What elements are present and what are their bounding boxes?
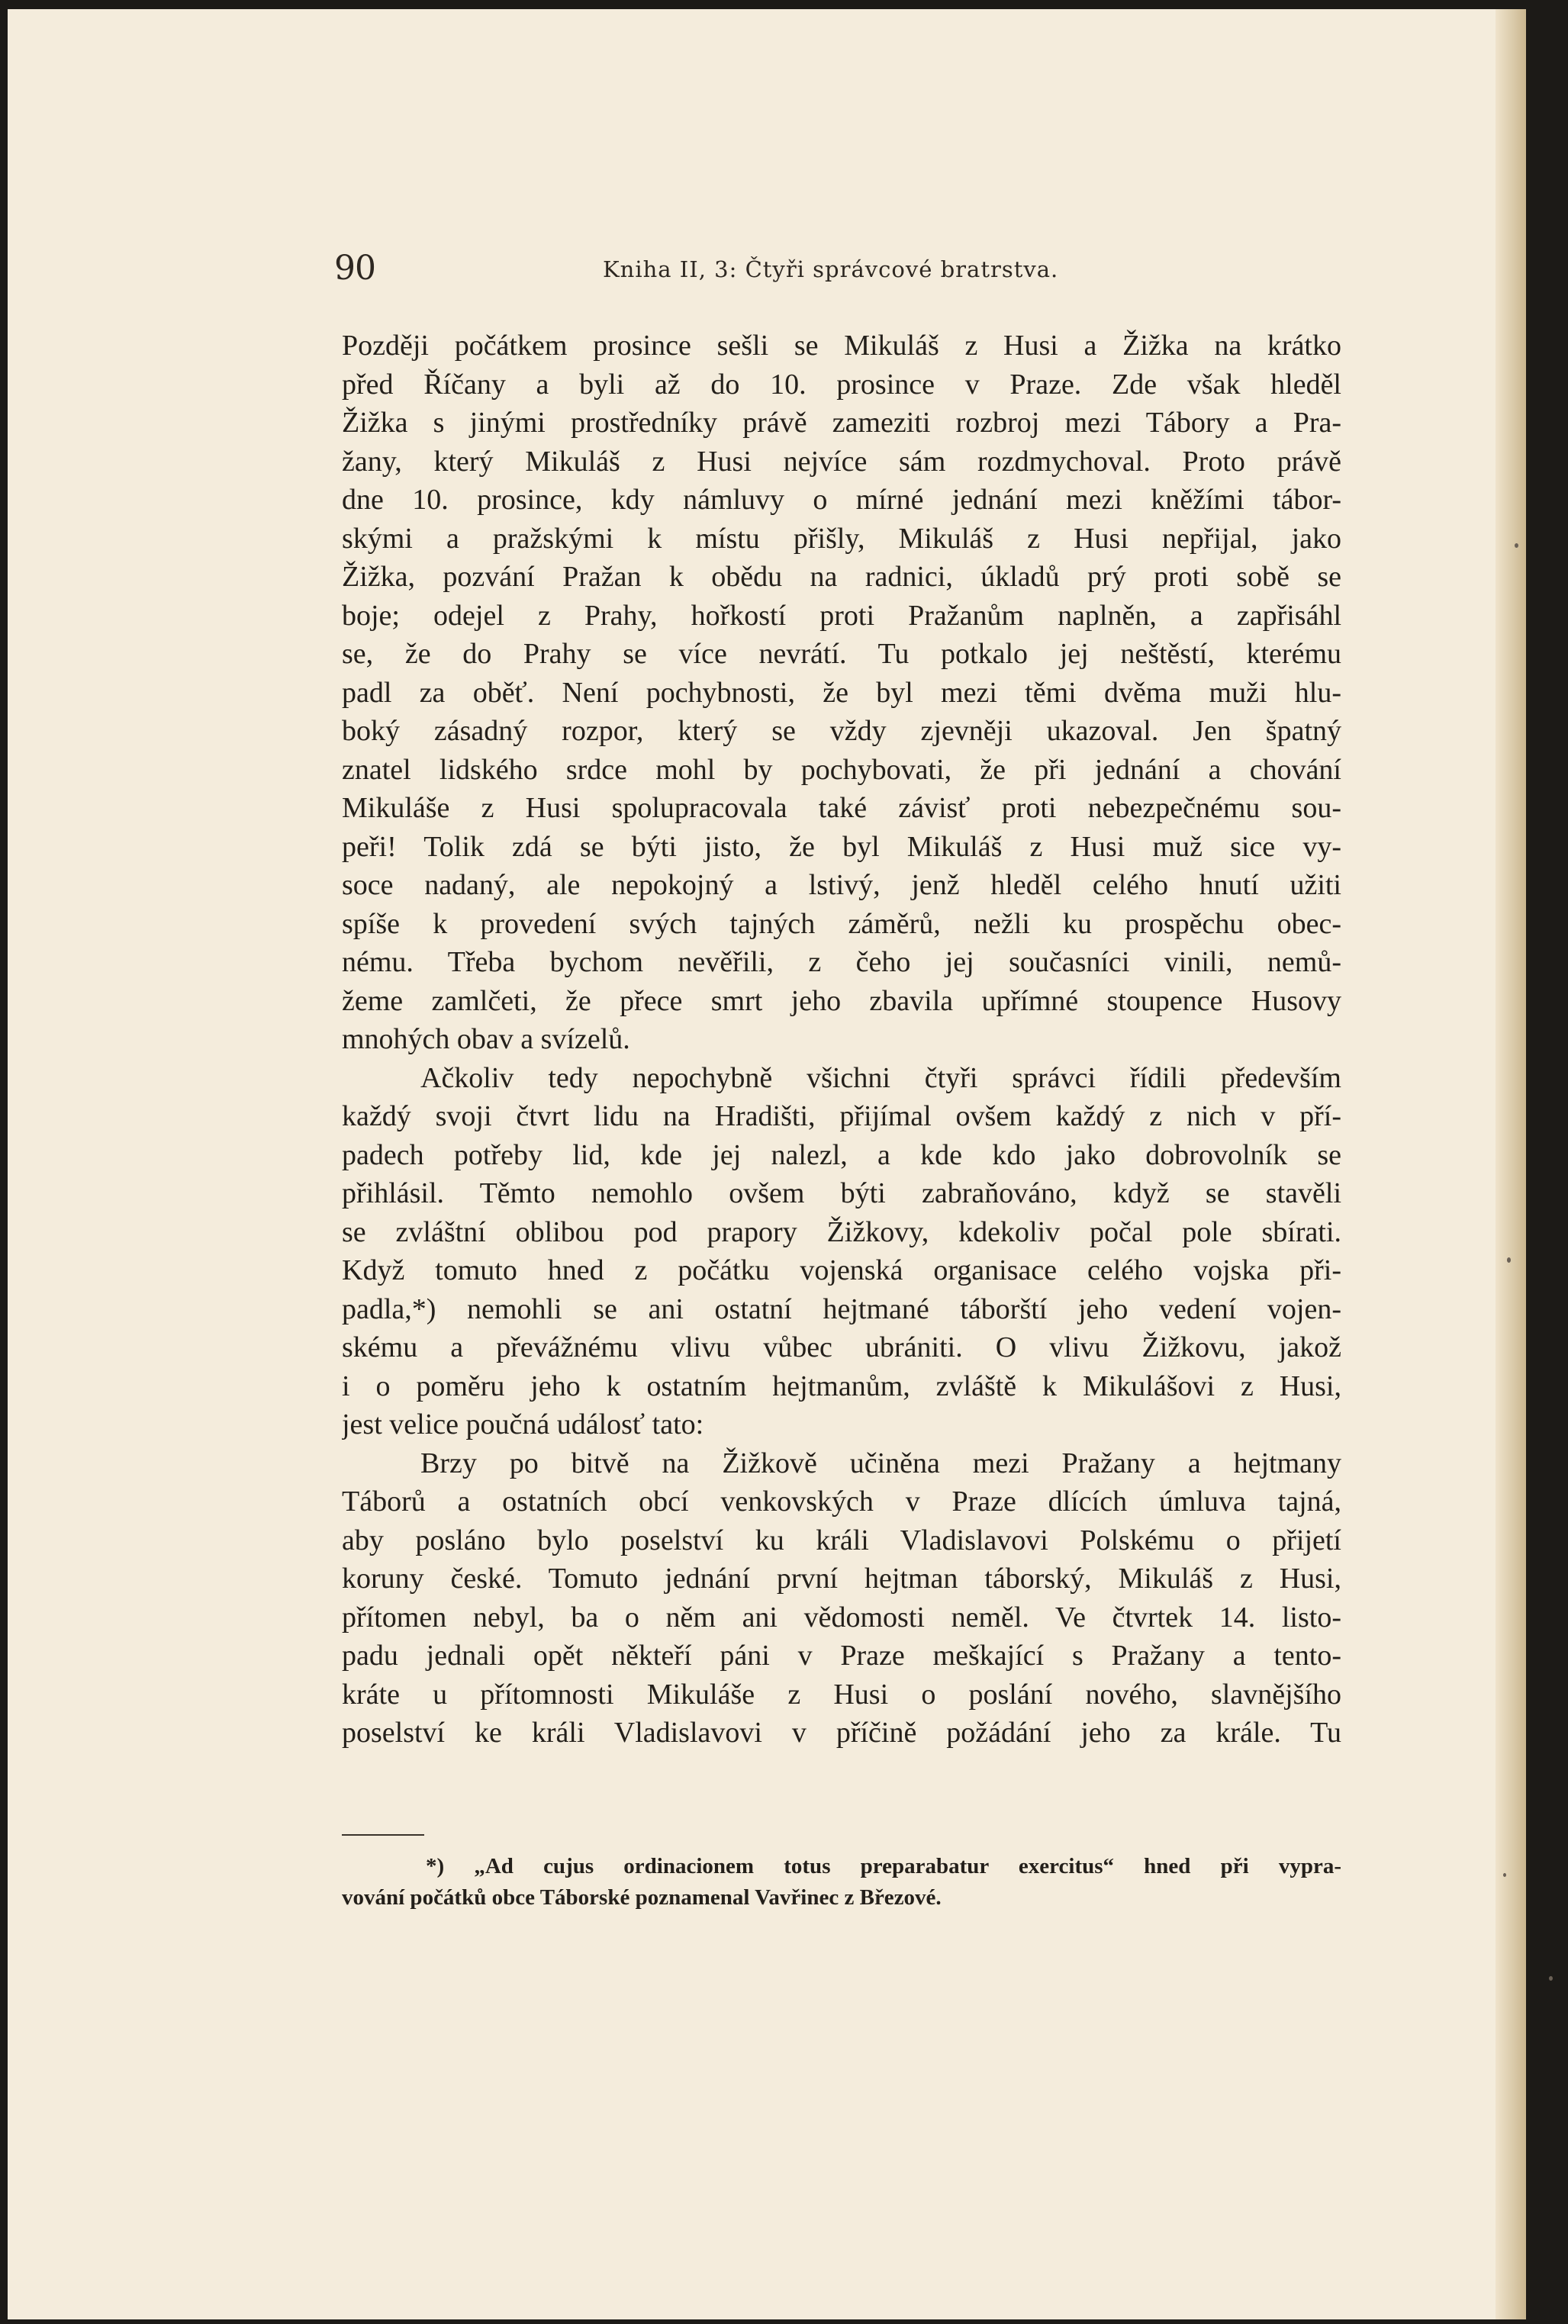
text-line: znatel lidského srdce mohl by pochybovati, že při jednání a chování <box>342 753 1341 786</box>
body-text <box>342 327 1341 1753</box>
text-line: aby posláno bylo poselství ku králi Vladislavovi Polskému o přijetí <box>342 1524 1341 1556</box>
paper-speck <box>1503 1873 1506 1877</box>
page-header <box>334 246 1341 291</box>
text-line: před Říčany a byli až do 10. prosince v Praze. Zde však hleděl <box>342 368 1341 401</box>
text-line: Žižka, pozvání Pražan k obědu na radnici, úkladů prý proti sobě se <box>342 561 1341 593</box>
text-line: Žižka s jinými prostředníky právě zameziti rozbroj mezi Tábory a Pra- <box>342 407 1341 439</box>
text-line: Ačkoliv tedy nepochybně všichni čtyři správci řídili především <box>420 1061 1341 1094</box>
text-line: kráte u přítomnosti Mikuláše z Husi o poslání nového, slavnějšího <box>342 1678 1341 1711</box>
text-line: i o poměru jeho k ostatním hejtmanům, zvláště k Mikulášovi z Husi, <box>342 1370 1341 1402</box>
text-line: se zvláštní oblibou pod prapory Žižkovy, kdekoliv počal pole sbírati. <box>342 1215 1341 1248</box>
text-line: žany, který Mikuláš z Husi nejvíce sám rozdmychoval. Proto právě <box>342 445 1341 478</box>
text-line: soce nadaný, ale nepokojný a lstivý, jenž hleděl celého hnutí užiti <box>342 869 1341 901</box>
text-line: spíše k provedení svých tajných záměrů, nežli ku prospěchu obec- <box>342 907 1341 940</box>
text-line: boje; odejel z Prahy, hořkostí proti Pražanům naplněn, a zapřisáhl <box>342 599 1341 632</box>
paragraph-1 <box>342 327 1341 1059</box>
text-line: Když tomuto hned z počátku vojenská organisace celého vojska při- <box>342 1254 1341 1286</box>
paper-speck <box>1549 1976 1553 1981</box>
text-line: přihlásil. Těmto nemohlo ovšem býti zabraňováno, když se stavěli <box>342 1177 1341 1209</box>
text-line: boký zásadný rozpor, který se vždy zjevněji ukazoval. Jen špatný <box>342 715 1341 747</box>
text-line: koruny české. Tomuto jednání první hejtman táborský, Mikuláš z Husi, <box>342 1563 1341 1595</box>
text-line: poselství ke králi Vladislavovi v příčině požádání jeho za krále. Tu <box>342 1717 1341 1749</box>
paragraph-2 <box>342 1059 1341 1444</box>
text-line: peři! Tolik zdá se býti jisto, že byl Mikuláš z Husi muž sice vy- <box>342 830 1341 863</box>
text-line: každý svoji čtvrt lidu na Hradišti, přijímal ovšem každý z nich v pří- <box>342 1100 1341 1132</box>
paper-speck <box>1507 1257 1511 1263</box>
text-line: Později počátkem prosince sešli se Mikuláš z Husi a Žižka na krátko <box>342 330 1341 362</box>
text-line: padla,*) nemohli se ani ostatní hejtmané táborští jeho vedení vojen- <box>342 1292 1341 1325</box>
text-line: Mikuláše z Husi spolupracovala také závisť proti nebezpečnému sou- <box>342 792 1341 824</box>
page-edge <box>1496 9 1526 2319</box>
text-line: skými a pražskými k místu přišly, Mikuláš z Husi nepřijal, jako <box>342 522 1341 555</box>
running-head: Kniha II, 3: Čtyři správcové bratrstva. <box>603 256 1059 282</box>
text-line: padl za oběť. Není pochybnosti, že byl mezi těmi dvěma muži hlu- <box>342 676 1341 709</box>
text-line: žeme zamlčeti, že přece smrt jeho zbavila upřímné stoupence Husovy <box>342 984 1341 1017</box>
page-number: 90 <box>334 249 375 288</box>
footnote-line: vování počátků obce Táborské poznamenal Vavřinec z Březové. <box>342 1885 942 1910</box>
paragraph-3 <box>342 1444 1341 1753</box>
text-line: jest velice poučná událosť tato: <box>342 1408 704 1440</box>
text-line: padech potřeby lid, kde jej nalezl, a kde kdo jako dobrovolník se <box>342 1138 1341 1171</box>
text-line: padu jednali opět někteří páni v Praze meškající s Pražany a tento- <box>342 1640 1341 1672</box>
text-line: mnohých obav a svízelů. <box>342 1023 630 1055</box>
text-line: nému. Třeba bychom nevěřili, z čeho jej současníci vinili, nemů- <box>342 946 1341 978</box>
text-line: dne 10. prosince, kdy námluvy o mírné jednání mezi kněžími tábor- <box>342 484 1341 516</box>
footnote-line: *) „Ad cujus ordinacionem totus preparabatur exercitus“ hned při vypra- <box>426 1854 1341 1878</box>
text-line: se, že do Prahy se více nevrátí. Tu potkalo jej neštěstí, kterému <box>342 638 1341 670</box>
footnote <box>342 1851 1341 1914</box>
text-line: přítomen nebyl, ba o něm ani vědomosti neměl. Ve čtvrtek 14. listo- <box>342 1601 1341 1634</box>
text-line: Táborů a ostatních obcí venkovských v Praze dlících úmluva tajná, <box>342 1485 1341 1518</box>
paper-speck <box>1515 543 1518 548</box>
text-line: skému a převážnému vlivu vůbec ubrániti. O vlivu Žižkovu, jakož <box>342 1331 1341 1363</box>
text-line: Brzy po bitvě na Žižkově učiněna mezi Pražany a hejtmany <box>420 1447 1341 1479</box>
footnote-rule <box>342 1834 424 1836</box>
